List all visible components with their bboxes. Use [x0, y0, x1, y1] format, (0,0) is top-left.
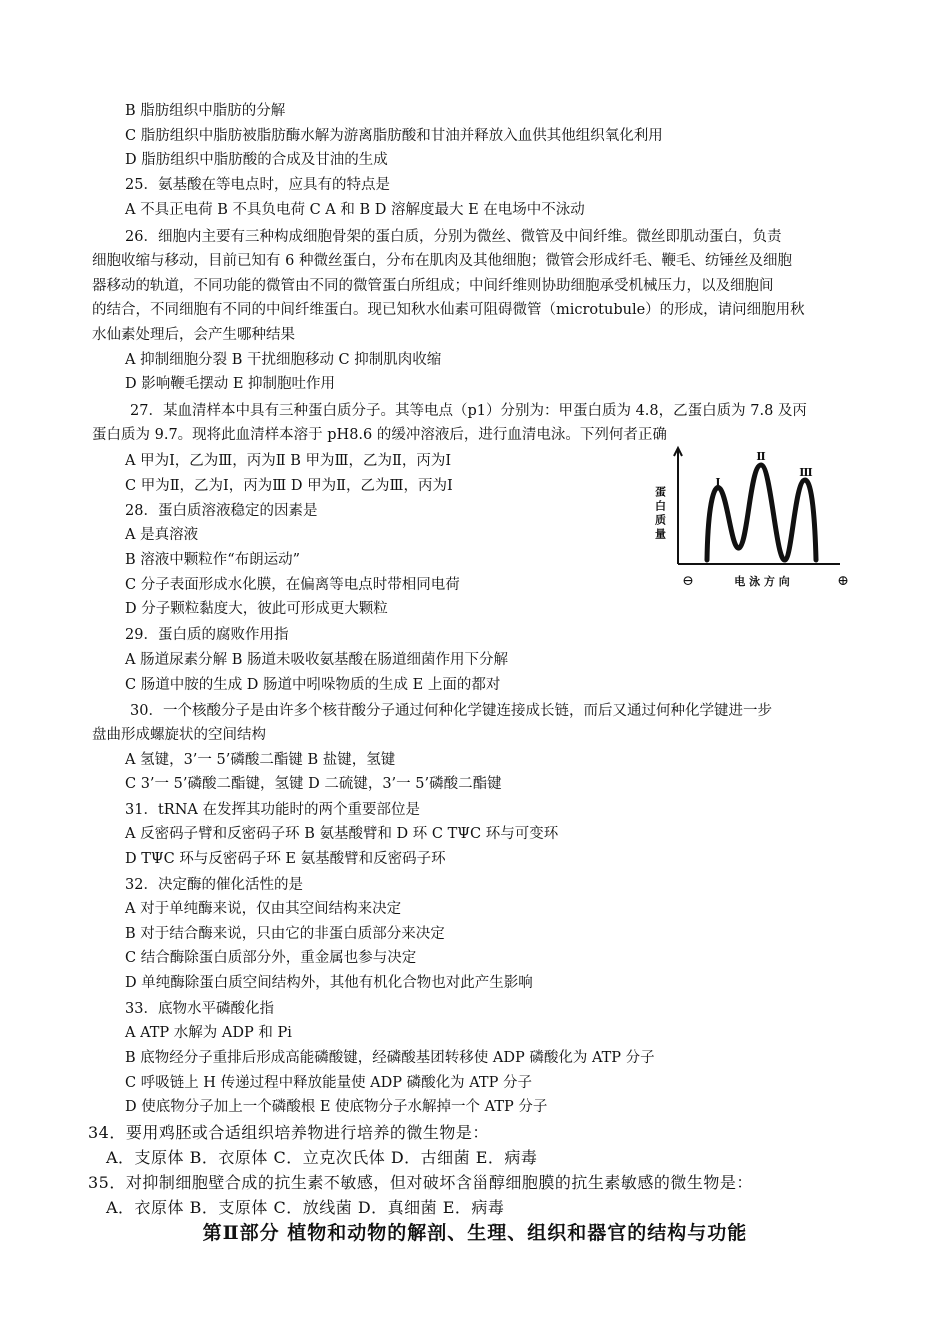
- question-28: 28．蛋白质溶液稳定的因素是: [125, 503, 318, 519]
- question-26: 26．细胞内主要有三种构成细胞骨架的蛋白质，分别为微丝、微管及中间纤维。微丝即肌动蛋白，负责: [125, 229, 782, 245]
- option-line: A 不具正电荷 B 不具负电荷 C A 和 B D 溶解度最大 E 在电场中不泳动: [125, 202, 585, 218]
- question-34: 34．要用鸡胚或合适组织培养物进行培养的微生物是：: [88, 1123, 489, 1142]
- question-29: 29．蛋白质的腐败作用指: [125, 627, 289, 643]
- peak-label-1: Ⅰ: [715, 476, 721, 489]
- question-text: 蛋白质为 9.7。现将此血清样本溶于 pH8.6 的缓冲溶液后，进行血清电泳。下列何者正确: [92, 427, 667, 443]
- y-axis-label: 蛋白质量: [653, 486, 667, 542]
- question-33: 33．底物水平磷酸化指: [125, 1001, 274, 1017]
- option-line: A 是真溶液: [125, 527, 199, 543]
- option-line: C 肠道中胺的生成 D 肠道中吲哚物质的生成 E 上面的都对: [125, 677, 501, 693]
- plus-electrode: ⊕: [837, 573, 849, 589]
- option-line: A．支原体 B．衣原体 C．立克次氏体 D．古细菌 E．病毒: [106, 1148, 538, 1167]
- minus-electrode: ⊖: [682, 573, 694, 589]
- peak-label-2: Ⅱ: [756, 450, 766, 463]
- option-line: A 甲为Ⅰ，乙为Ⅲ，丙为Ⅱ B 甲为Ⅲ，乙为Ⅱ，丙为Ⅰ: [125, 453, 452, 469]
- question-text: 器移动的轨道，不同功能的微管由不同的微管蛋白所组成；中间纤维则协助细胞承受机械压力，以及细胞间: [92, 278, 774, 294]
- option-line: C 呼吸链上 H 传递过程中释放能量使 ADP 磷酸化为 ATP 分子: [125, 1075, 532, 1091]
- option-line: A 对于单纯酶来说，仅由其空间结构来决定: [125, 901, 402, 917]
- option-line: A 氢键，3’一 5’磷酸二酯键 B 盐键，氢键: [125, 752, 396, 768]
- question-text: 水仙素处理后，会产生哪种结果: [92, 327, 295, 343]
- option-line: A．衣原体 B．支原体 C．放线菌 D．真细菌 E．病毒: [106, 1198, 505, 1217]
- electrophoresis-curve: [707, 465, 816, 560]
- question-32: 32．决定酶的催化活性的是: [125, 877, 303, 893]
- question-31: 31．tRNA 在发挥其功能时的两个重要部位是: [125, 802, 420, 818]
- peak-label-3: Ⅲ: [799, 466, 813, 479]
- option-line: C 3’一 5’磷酸二酯键，氢键 D 二硫键，3’一 5’磷酸二酯键: [125, 776, 502, 792]
- option-line: D TΨC 环与反密码子环 E 氨基酸臂和反密码子环: [125, 851, 446, 867]
- option-line: D 脂肪组织中脂肪酸的合成及甘油的生成: [125, 152, 388, 168]
- question-text: 盘曲形成螺旋状的空间结构: [92, 727, 266, 743]
- option-line: C 甲为Ⅱ，乙为Ⅰ，丙为Ⅲ D 甲为Ⅱ，乙为Ⅲ，丙为Ⅰ: [125, 478, 453, 494]
- option-line: A 肠道尿素分解 B 肠道未吸收氨基酸在肠道细菌作用下分解: [125, 652, 508, 668]
- option-line: D 影响鞭毛摆动 E 抑制胞吐作用: [125, 376, 336, 392]
- option-line: D 分子颗粒黏度大，彼此可形成更大颗粒: [125, 601, 388, 617]
- option-line: C 结合酶除蛋白质部分外，重金属也参与决定: [125, 950, 417, 966]
- electrophoresis-figure: [640, 440, 860, 600]
- option-line: A 抑制细胞分裂 B 干扰细胞移动 C 抑制肌肉收缩: [125, 352, 442, 368]
- option-line: A ATP 水解为 ADP 和 Pi: [125, 1025, 292, 1041]
- option-line: B 对于结合酶来说，只由它的非蛋白质部分来决定: [125, 926, 445, 942]
- option-line: B 溶液中颗粒作“布朗运动”: [125, 552, 301, 568]
- option-line: C 分子表面形成水化膜，在偏离等电点时带相同电荷: [125, 577, 460, 593]
- section-heading: 第Ⅱ部分 植物和动物的解剖、生理、组织和器官的结构与功能: [202, 1222, 748, 1244]
- option-line: A 反密码子臂和反密码子环 B 氨基酸臂和 D 环 C TΨC 环与可变环: [125, 826, 559, 842]
- option-line: D 使底物分子加上一个磷酸根 E 使底物分子水解掉一个 ATP 分子: [125, 1099, 548, 1115]
- option-line: D 单纯酶除蛋白质空间结构外，其他有机化合物也对此产生影响: [125, 975, 533, 991]
- question-text: 的结合，不同细胞有不同的中间纤维蛋白。现已知秋水仙素可阻碍微管（microtubule）的形成，请问细胞用秋: [92, 302, 805, 318]
- question-35: 35．对抑制细胞壁合成的抗生素不敏感，但对破坏含甾醇细胞膜的抗生素敏感的微生物是：: [88, 1173, 753, 1192]
- x-axis-label: 电 泳 方 向: [734, 575, 790, 588]
- question-30: 30．一个核酸分子是由许多个核苷酸分子通过何种化学键连接成长链，而后又通过何种化学键进一步: [130, 703, 772, 719]
- option-line: B 底物经分子重排后形成高能磷酸键，经磷酸基团转移使 ADP 磷酸化为 ATP 分子: [125, 1050, 655, 1066]
- question-text: 细胞收缩与移动，目前已知有 6 种微丝蛋白，分布在肌肉及其他细胞；微管会形成纤毛、鞭毛、纺锤丝及细胞: [92, 253, 792, 269]
- question-25: 25．氨基酸在等电点时，应具有的特点是: [125, 177, 390, 193]
- option-line: C 脂肪组织中脂肪被脂肪酶水解为游离脂肪酸和甘油并释放入血供其他组织氧化利用: [125, 128, 663, 144]
- question-27: 27．某血清样本中具有三种蛋白质分子。其等电点（p1）分别为：甲蛋白质为 4.8，乙蛋白质为 7.8 及丙: [130, 403, 807, 419]
- option-line: B 脂肪组织中脂肪的分解: [125, 103, 286, 119]
